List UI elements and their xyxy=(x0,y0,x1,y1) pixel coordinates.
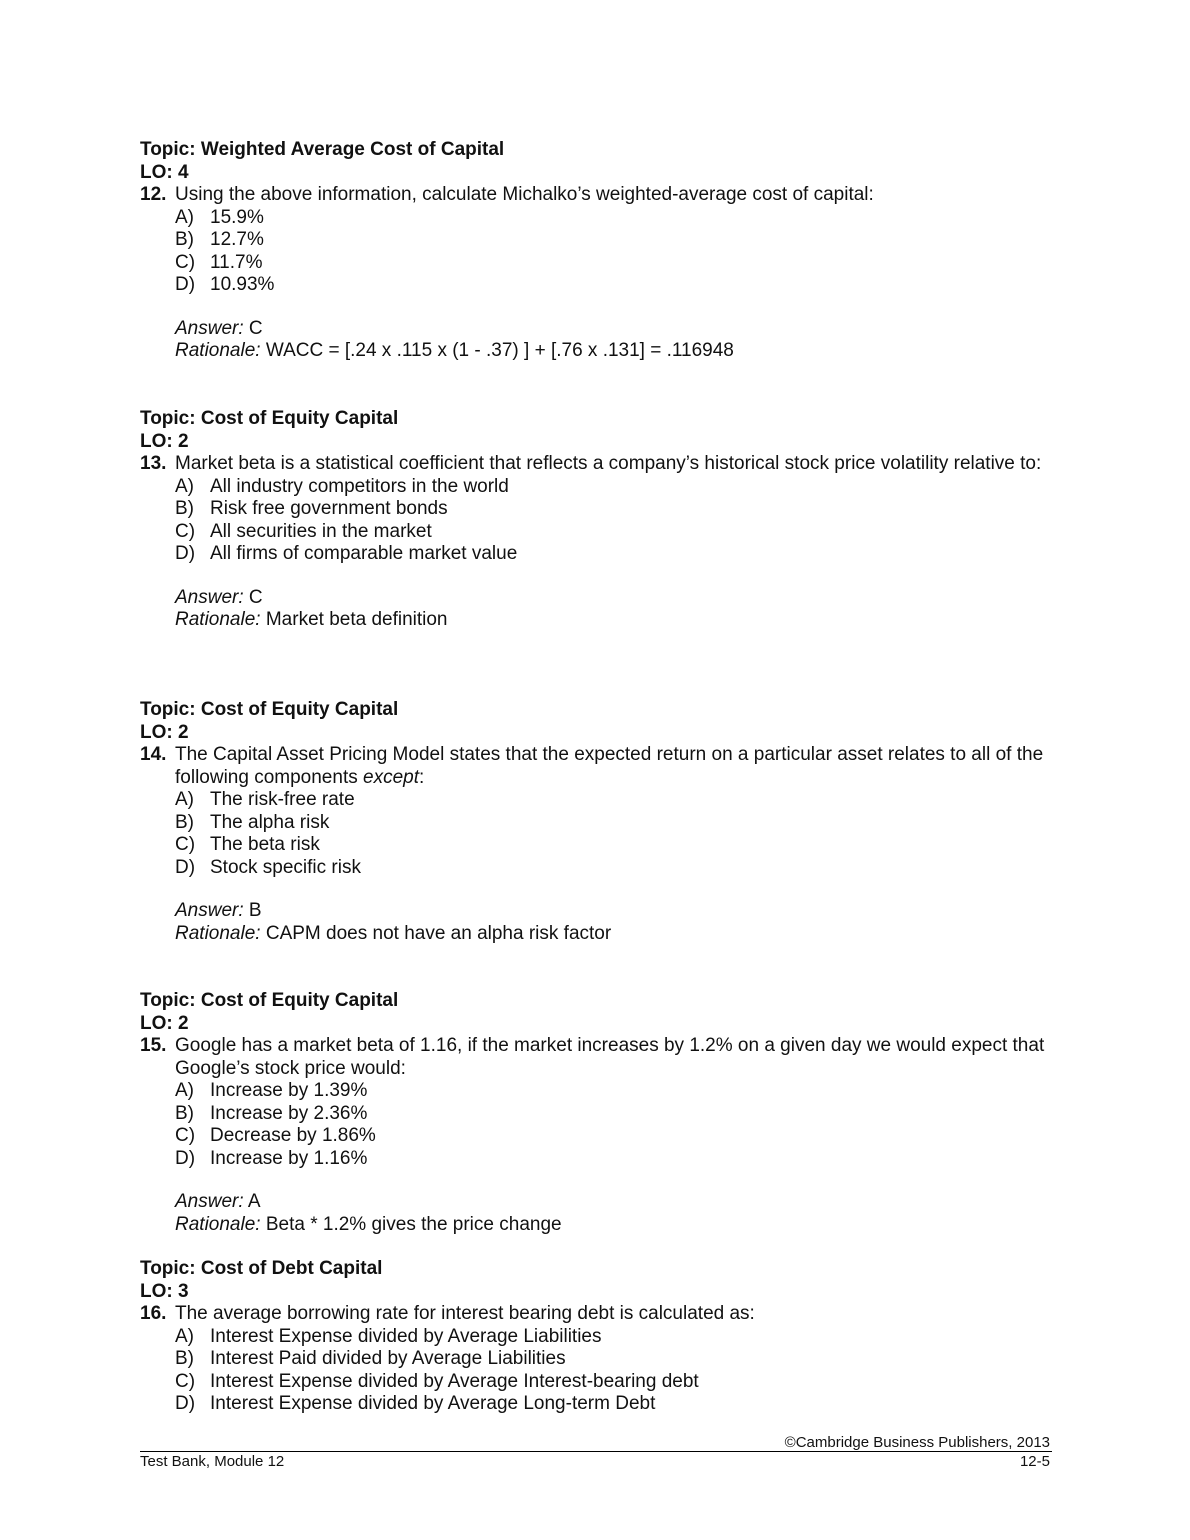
topic-heading: Topic: Cost of Equity Capital xyxy=(140,990,399,1011)
answer-line xyxy=(175,1191,1052,1214)
answer-label: Answer: xyxy=(175,317,244,339)
option-text: Interest Expense divided by Average Interest-bearing debt xyxy=(210,1370,699,1392)
option-text: Interest Paid divided by Average Liabilities xyxy=(210,1348,566,1369)
option-letter: D) xyxy=(175,1147,196,1169)
option-letter: C) xyxy=(175,1125,196,1146)
option-a xyxy=(175,1080,1052,1103)
option-a xyxy=(175,1326,1052,1349)
rationale-line xyxy=(175,609,1052,632)
option-text: Increase by 1.16% xyxy=(210,1147,368,1169)
topic-heading: Topic: Cost of Equity Capital xyxy=(140,699,399,720)
learning-objective: LO: 3 xyxy=(140,1281,189,1302)
answer-value: B xyxy=(248,900,262,921)
question-text-emphasis: except xyxy=(363,766,419,788)
answer-section xyxy=(175,900,1052,945)
rationale-text: CAPM does not have an alpha risk factor xyxy=(265,922,612,944)
option-a xyxy=(175,207,1052,230)
option-letter: A) xyxy=(175,1080,194,1101)
option-letter: B) xyxy=(175,1102,194,1124)
answer-value: C xyxy=(248,317,263,339)
option-text: Interest Expense divided by Average Long-term Debt xyxy=(210,1393,656,1414)
rationale-text: Beta * 1.2% gives the price change xyxy=(265,1213,562,1235)
option-list xyxy=(175,1326,1052,1416)
option-text: The risk-free rate xyxy=(210,789,355,810)
question-stem xyxy=(140,453,1052,476)
answer-label: Answer: xyxy=(175,586,244,608)
question-block-15 xyxy=(140,989,1052,1236)
option-letter: A) xyxy=(175,475,194,497)
question-number: 16. xyxy=(140,1303,167,1324)
option-b xyxy=(175,812,1052,835)
option-list xyxy=(175,207,1052,297)
question-number: 12. xyxy=(140,184,167,205)
footer-page-number: 12-5 xyxy=(1019,1453,1050,1470)
learning-objective: LO: 2 xyxy=(140,722,189,743)
answer-line xyxy=(175,318,1052,341)
rationale-line xyxy=(175,1214,1052,1237)
answer-section xyxy=(175,1191,1052,1236)
rationale-line xyxy=(175,923,1052,946)
option-b xyxy=(175,1103,1052,1126)
option-text: 12.7% xyxy=(210,229,264,250)
option-text: 15.9% xyxy=(210,206,264,228)
question-number: 13. xyxy=(140,453,167,474)
option-c xyxy=(175,834,1052,857)
answer-line xyxy=(175,587,1052,610)
footer-divider xyxy=(140,1451,1052,1452)
learning-objective: LO: 2 xyxy=(140,1013,189,1034)
option-letter: D) xyxy=(175,274,196,295)
option-text: 10.93% xyxy=(210,274,275,295)
option-list xyxy=(175,1080,1052,1170)
question-block-12 xyxy=(140,138,1052,363)
option-letter: B) xyxy=(175,1348,194,1369)
learning-objective: LO: 2 xyxy=(140,431,189,452)
option-letter: C) xyxy=(175,251,196,273)
option-text: The alpha risk xyxy=(210,811,330,833)
question-text-main: The Capital Asset Pricing Model states that the expected return on a particular asset relates to all of the following components xyxy=(175,744,1044,788)
option-letter: D) xyxy=(175,856,196,878)
option-letter: D) xyxy=(175,543,196,564)
question-text: Market beta is a statistical coefficient that reflects a company’s historical stock price volatility relative to: xyxy=(175,453,1042,474)
option-c xyxy=(175,1371,1052,1394)
rationale-text: Market beta definition xyxy=(265,609,448,630)
question-text: The average borrowing rate for interest bearing debt is calculated as: xyxy=(175,1303,755,1324)
answer-value: C xyxy=(248,586,263,608)
rationale-label: Rationale: xyxy=(175,1213,261,1235)
option-text: Decrease by 1.86% xyxy=(210,1125,376,1146)
option-text: The beta risk xyxy=(210,834,320,855)
option-letter: C) xyxy=(175,834,196,855)
footer-copyright: ©Cambridge Business Publishers, 2013 xyxy=(784,1434,1050,1451)
option-b xyxy=(175,1348,1052,1371)
rationale-text: WACC = [.24 x .115 x (1 - .37) ] + [.76 x .131] = .116948 xyxy=(265,340,734,361)
option-text: Interest Expense divided by Average Liabilities xyxy=(210,1325,602,1347)
topic-heading: Topic: Cost of Equity Capital xyxy=(140,408,399,429)
option-c xyxy=(175,521,1052,544)
question-number: 15. xyxy=(140,1035,167,1056)
option-list xyxy=(175,789,1052,879)
footer-module-label: Test Bank, Module 12 xyxy=(140,1453,285,1470)
option-text: 11.7% xyxy=(210,251,263,273)
option-letter: B) xyxy=(175,811,194,833)
option-text: Risk free government bonds xyxy=(210,498,448,519)
answer-section xyxy=(175,587,1052,632)
option-text: Stock specific risk xyxy=(210,856,361,878)
option-b xyxy=(175,498,1052,521)
question-stem xyxy=(140,744,1052,789)
option-d xyxy=(175,543,1052,566)
option-letter: C) xyxy=(175,1370,196,1392)
answer-label: Answer: xyxy=(175,1191,244,1212)
option-d xyxy=(175,1393,1052,1416)
option-a xyxy=(175,476,1052,499)
rationale-line xyxy=(175,340,1052,363)
topic-heading: Topic: Weighted Average Cost of Capital xyxy=(140,139,505,160)
option-letter: A) xyxy=(175,1325,194,1347)
option-letter: B) xyxy=(175,498,194,519)
question-block-13 xyxy=(140,407,1052,632)
rationale-label: Rationale: xyxy=(175,922,261,944)
question-number: 14. xyxy=(140,744,167,765)
answer-label: Answer: xyxy=(175,900,244,921)
question-text: Using the above information, calculate Michalko’s weighted-average cost of capital: xyxy=(175,184,874,205)
question-block-16 xyxy=(140,1257,1052,1416)
option-text: All firms of comparable market value xyxy=(210,543,518,564)
topic-heading: Topic: Cost of Debt Capital xyxy=(140,1258,383,1279)
option-text: Increase by 1.39% xyxy=(210,1080,368,1101)
option-letter: B) xyxy=(175,229,194,250)
option-c xyxy=(175,1125,1052,1148)
option-text: All industry competitors in the world xyxy=(210,475,509,497)
option-c xyxy=(175,252,1052,275)
question-text-end: : xyxy=(418,766,425,788)
question-stem xyxy=(140,1303,1052,1326)
option-letter: C) xyxy=(175,520,196,542)
answer-section xyxy=(175,318,1052,363)
rationale-label: Rationale: xyxy=(175,340,261,361)
learning-objective: LO: 4 xyxy=(140,162,189,183)
option-text: All securities in the market xyxy=(210,520,432,542)
option-d xyxy=(175,1148,1052,1171)
option-text: Increase by 2.36% xyxy=(210,1102,368,1124)
option-letter: A) xyxy=(175,206,194,228)
question-stem xyxy=(140,184,1052,207)
option-list xyxy=(175,476,1052,566)
option-d xyxy=(175,857,1052,880)
question-text: Google has a market beta of 1.16, if the market increases by 1.2% on a given day we would expect that Google’s stock price would: xyxy=(175,1035,1045,1079)
rationale-label: Rationale: xyxy=(175,609,261,630)
question-stem xyxy=(140,1035,1052,1080)
answer-line xyxy=(175,900,1052,923)
answer-value: A xyxy=(247,1191,261,1212)
option-letter: A) xyxy=(175,789,194,810)
option-a xyxy=(175,789,1052,812)
question-text xyxy=(175,744,1052,789)
question-block-14 xyxy=(140,698,1052,945)
option-b xyxy=(175,229,1052,252)
option-d xyxy=(175,274,1052,297)
option-letter: D) xyxy=(175,1393,196,1414)
